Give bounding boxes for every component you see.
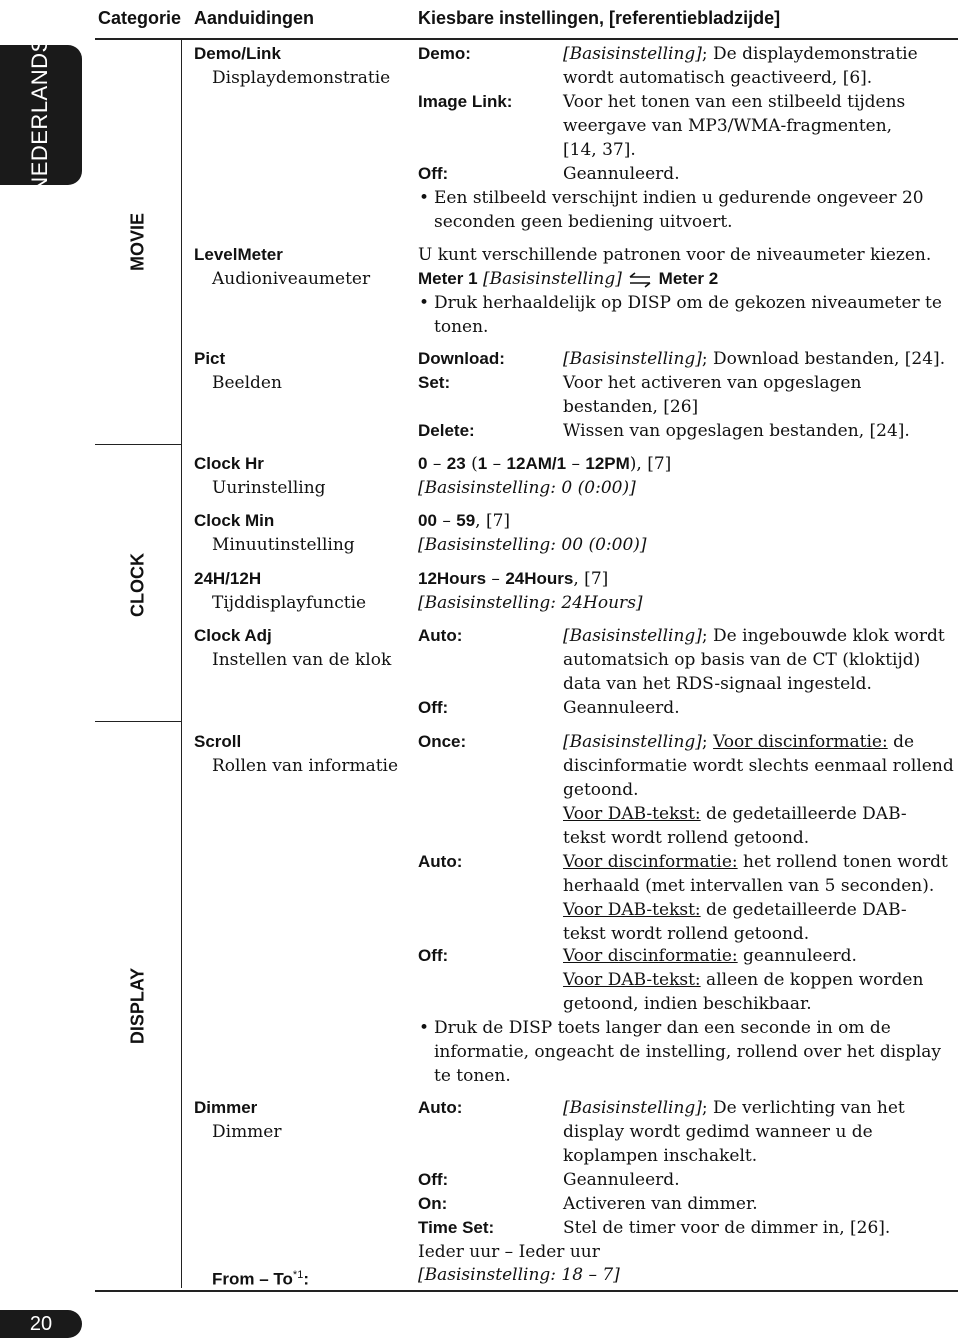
item-sub-pict: Beelden: [212, 373, 282, 393]
header-categorie: Categorie: [98, 8, 182, 28]
bullet-text-levelmeter-1: Druk herhaaldelijk op DISP om de gekozen niveaumeter te: [434, 293, 942, 313]
option-12hours: 12Hours: [418, 569, 487, 588]
option-text-auto-2: display wordt gedimd wanneer u de: [563, 1122, 873, 1142]
option-label-auto: Auto:: [418, 852, 463, 871]
item-name-clock-min: Clock Min: [194, 511, 275, 530]
option-label-off: Off:: [418, 698, 449, 717]
option-text-once-3: getoond.: [563, 780, 639, 800]
option-text-auto-1: [563, 624, 945, 648]
range-end: 59: [456, 511, 476, 530]
category-divider-movie-clock: [95, 444, 182, 445]
option-text-image-1: Voor het tonen van een stilbeeld tijdens: [563, 92, 906, 112]
basis-text: [Basisinstelling]: [563, 732, 702, 752]
basis-text: [Basisinstelling]: [563, 626, 702, 646]
item-name-scroll: Scroll: [194, 732, 242, 751]
clock-min-basis: [Basisinstelling: 00 (0:00)]: [418, 535, 647, 555]
range-12-end: 12PM: [585, 454, 630, 473]
range-ref: , [7]: [475, 511, 511, 531]
basis-text: [Basisinstelling]: [563, 44, 702, 64]
option-text-demo-2: wordt automatisch geactiveerd, [6].: [563, 68, 873, 88]
option-text-off-1: [563, 944, 857, 968]
option-text-image-3: [14, 37].: [563, 140, 636, 160]
category-clock: CLOCK: [127, 553, 148, 617]
range-ref: ), [7]: [629, 454, 672, 474]
bullet-text-demo-1: Een stilbeeld verschijnt indien u gedurende ongeveer 20: [434, 188, 924, 208]
item-sub-levelmeter: Audioniveaumeter: [212, 269, 371, 289]
basis-text: [Basisinstelling]: [563, 1098, 702, 1118]
option-label-demo: Demo:: [418, 44, 471, 63]
option-text: ; Download bestanden, [24].: [701, 349, 946, 369]
option-text-set-2: bestanden, [26]: [563, 397, 699, 417]
basis-text: [Basisinstelling]: [482, 269, 622, 289]
option-label-auto: Auto:: [418, 1098, 463, 1117]
option-label-off: Off:: [418, 1170, 449, 1189]
range-start: 00: [418, 511, 437, 530]
page-number: 20: [0, 1310, 82, 1338]
option-text-auto-1: [563, 1096, 905, 1120]
language-tab: [0, 37, 82, 193]
bullet-text-demo-2: seconden geen bediening uitvoert.: [434, 212, 733, 232]
from-to-colon: :: [303, 1269, 309, 1289]
range-ref: , [7]: [573, 569, 609, 589]
option-label-time-set: Time Set:: [418, 1218, 495, 1237]
clock-hr-range: 0 – 23 (1 – 12AM/1 – 12PM), [7]: [418, 454, 672, 474]
bullet-text-scroll-3: te tonen.: [434, 1066, 511, 1086]
range-12-start: 1: [477, 454, 488, 473]
option-label-image-link: Image Link:: [418, 92, 513, 111]
item-sub-clock-adj: Instellen van de klok: [212, 650, 392, 670]
bullet-text-scroll-2: informatie, ongeacht de instelling, rollend over het display: [434, 1042, 942, 1062]
option-label-off: Off:: [418, 164, 449, 183]
meter2-label: Meter 2: [658, 269, 719, 288]
item-name-levelmeter: LevelMeter: [194, 245, 283, 264]
bullet-text-scroll-1: Druk de DISP toets langer dan een seconde in om de: [434, 1018, 891, 1038]
option-24hours: 24Hours: [505, 569, 574, 588]
disc-info-label: Voor discinformatie:: [563, 946, 738, 966]
option-text-off: Geannuleerd.: [563, 698, 680, 718]
item-name-clock-hr: Clock Hr: [194, 454, 264, 473]
option-text-time-set: Stel de timer voor de dimmer in, [26].: [563, 1218, 891, 1238]
option-text-auto-3: data van het RDS-signaal ingesteld.: [563, 674, 872, 694]
option-text: de gedetailleerde DAB-: [700, 900, 907, 920]
disc-info-label: Voor discinformatie:: [713, 732, 888, 752]
item-name-clock-adj: Clock Adj: [194, 626, 272, 645]
option-label-delete: Delete:: [418, 421, 475, 440]
option-text-delete: Wissen van opgeslagen bestanden, [24].: [563, 421, 910, 441]
option-label-on: On:: [418, 1194, 448, 1213]
option-text-once-4: [563, 802, 907, 826]
option-text-auto-2: automatsich op basis van de CT (kloktijd): [563, 650, 921, 670]
option-label-download: Download:: [418, 349, 505, 368]
range-end: 23: [446, 454, 466, 473]
option-text: de: [887, 732, 915, 752]
from-to-label: From – To: [212, 1269, 293, 1289]
category-display: DISPLAY: [127, 967, 148, 1045]
category-column-divider: [181, 38, 182, 1288]
dab-text-label: Voor DAB-tekst:: [563, 900, 701, 920]
option-text: ;: [701, 732, 714, 752]
levelmeter-text-1: U kunt verschillende patronen voor de niveaumeter kiezen.: [418, 245, 932, 265]
dab-text-label: Voor DAB-tekst:: [563, 804, 701, 824]
item-name-from-to: [212, 1263, 309, 1292]
h24-basis: [Basisinstelling: 24Hours]: [418, 593, 643, 613]
item-sub-24h12h: Tijddisplayfunctie: [212, 593, 367, 613]
bullet-text-levelmeter-2: tonen.: [434, 317, 489, 337]
option-text: ; De displaydemonstratie: [701, 44, 918, 64]
option-text-off-3: getoond, indien beschikbaar.: [563, 994, 812, 1014]
option-text-off: Geannuleerd.: [563, 164, 680, 184]
option-text-once-1: [563, 730, 914, 754]
option-label-once: Once:: [418, 732, 467, 751]
range-12-mid: 12AM/1: [506, 454, 567, 473]
bullet-icon: •: [419, 188, 430, 208]
dimmer-basis: [Basisinstelling: 18 – 7]: [418, 1265, 620, 1285]
range-start: 0: [418, 454, 428, 473]
item-name-demo-link: Demo/Link: [194, 44, 281, 63]
dab-text-label: Voor DAB-tekst:: [563, 970, 701, 990]
option-text: het rollend tonen wordt: [737, 852, 948, 872]
header-rule: [95, 38, 958, 40]
option-text-auto-1: [563, 850, 948, 874]
option-label-auto: Auto:: [418, 626, 463, 645]
item-sub-scroll: Rollen van informatie: [212, 756, 399, 776]
option-text-on: Activeren van dimmer.: [563, 1194, 758, 1214]
disc-info-label: Voor discinformatie:: [563, 852, 738, 872]
header-aanduidingen: Aanduidingen: [194, 8, 314, 28]
category-divider-clock-display: [95, 721, 182, 722]
header-kiesbare: Kiesbare instellingen, [referentiebladzijde]: [418, 8, 781, 28]
option-text: de gedetailleerde DAB-: [700, 804, 907, 824]
bullet-icon: •: [419, 1018, 430, 1038]
option-text-download: [563, 347, 945, 371]
option-text-off: Geannuleerd.: [563, 1170, 680, 1190]
option-text: geannuleerd.: [737, 946, 857, 966]
option-text-auto-3: koplampen inschakelt.: [563, 1146, 758, 1166]
item-name-dimmer: Dimmer: [194, 1098, 258, 1117]
bullet-icon: •: [419, 293, 430, 313]
item-name-pict: Pict: [194, 349, 226, 368]
language-tab-label: NEDERLANDS: [27, 37, 52, 193]
basis-text: [Basisinstelling]: [563, 349, 702, 369]
footnote-mark: *1: [292, 1269, 304, 1281]
clock-hr-basis: [Basisinstelling: 0 (0:00)]: [418, 478, 636, 498]
option-text-auto-4: tekst wordt rollend getoond.: [563, 924, 810, 944]
option-text-auto-3: [563, 898, 907, 922]
option-text: ; De verlichting van het: [701, 1098, 905, 1118]
item-sub-demo-link: Displaydemonstratie: [212, 68, 391, 88]
option-text-auto-2: herhaald (met intervallen van 5 seconden).: [563, 876, 935, 896]
meter1-label: Meter 1: [418, 269, 478, 288]
item-sub-dimmer: Dimmer: [212, 1122, 282, 1142]
levelmeter-options: [418, 267, 718, 291]
option-text-once-5: tekst wordt rollend getoond.: [563, 828, 810, 848]
toggle-arrows-icon: [627, 272, 653, 288]
option-text: ; De ingebouwde klok wordt: [701, 626, 945, 646]
option-label-set: Set:: [418, 373, 451, 392]
dimmer-ieder-uur: Ieder uur – Ieder uur: [418, 1242, 600, 1262]
category-movie: MOVIE: [127, 212, 148, 272]
item-sub-clock-min: Minuutinstelling: [212, 535, 355, 555]
option-label-off: Off:: [418, 946, 449, 965]
clock-min-range: 00 – 59, [7]: [418, 511, 511, 531]
option-text-off-2: [563, 968, 923, 992]
item-name-24h12h: 24H/12H: [194, 569, 262, 588]
option-text-set-1: Voor het activeren van opgeslagen: [563, 373, 862, 393]
h24-range: 12Hours – 24Hours, [7]: [418, 569, 609, 589]
option-text-demo-1: [563, 42, 918, 66]
item-sub-clock-hr: Uurinstelling: [212, 478, 326, 498]
option-text: alleen de koppen worden: [700, 970, 924, 990]
option-text-once-2: discinformatie wordt slechts eenmaal rollend: [563, 756, 954, 776]
option-text-image-2: weergave van MP3/WMA-fragmenten,: [563, 116, 893, 136]
